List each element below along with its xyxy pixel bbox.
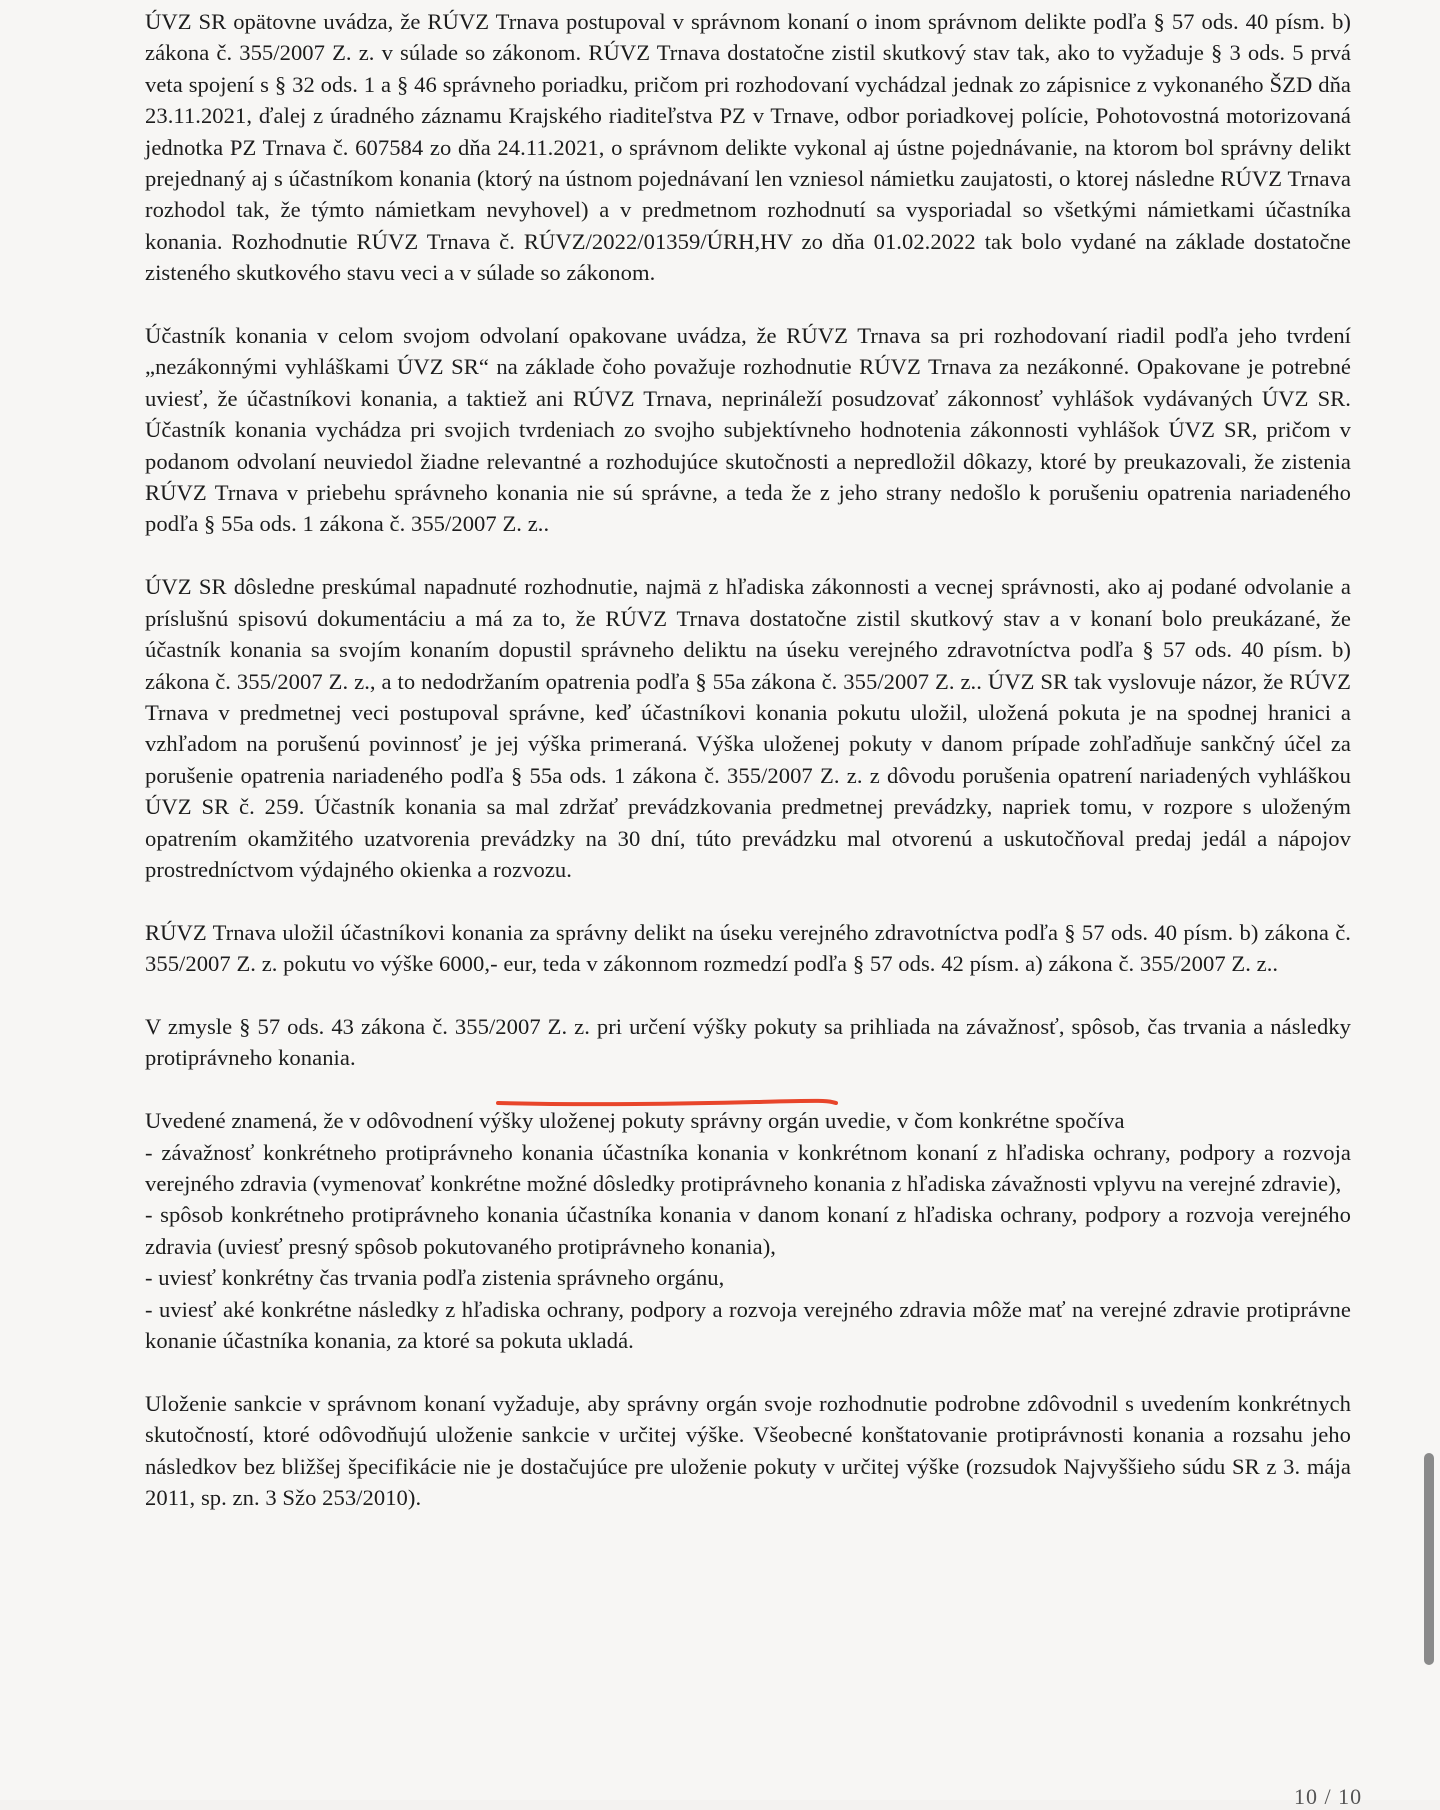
list-item: - závažnosť konkrétneho protiprávneho konania účastníka konania v konkrétnom konaní z hľadiska ochrany, podpory a rozvoja verejného zdravia (vymenovať konkrétne možné dôsledky protiprávneho konania z hľadiska závažnosti vplyvu na verejné zdravie),	[145, 1139, 1351, 1196]
paragraph-2: Účastník konania v celom svojom odvolaní opakovane uvádza, že RÚVZ Trnava sa pri rozhodovaní riadil podľa jeho tvrdení „nezákonnými vyhláškami ÚVZ SR“ na základe čoho považuje rozhodnutie RÚVZ Trnava za nezákonné. Opakovane je potrebné uviesť, že účastníkovi konania, a taktiež ani RÚVZ Trnava, neprináleží posudzovať zákonnosť vyhlášok vydávaných ÚVZ SR. Účastník konania vychádza pri svojich tvrdeniach zo svojho subjektívneho hodnotenia zákonnosti vyhlášok ÚVZ SR, pričom v podanom odvolaní neuviedol žiadne relevantné a rozhodujúce skutočnosti a nepredložil dôkazy, ktoré by preukazovali, že zistenia RÚVZ Trnava v priebehu správneho konania nie sú správne, a teda že z jeho strany nedošlo k porušeniu opatrenia nariadeného podľa § 55a ods. 1 zákona č. 355/2007 Z. z..	[145, 323, 1351, 537]
red-underline-annotation	[496, 1098, 838, 1108]
paragraph-criteria: V zmysle § 57 ods. 43 zákona č. 355/2007 Z. z. pri určení výšky pokuty sa prihliada na závažnosť, spôsob, čas trvania a následky protiprávneho konania.	[145, 1013, 1351, 1071]
closing-paragraph: Uloženie sankcie v správnom konaní vyžaduje, aby správny orgán svoje rozhodnutie podrobne zdôvodnil s uvedením konkrétnych skutočností, ktoré odôvodňujú uloženie sankcie v určitej výške. Všeobecné konštatovanie protiprávnosti konania a rozsahu jeho následkov bez bližšej špecifikácie nie je dostačujúce pre uloženie pokuty v určitej výške (rozsudok Najvyššieho súdu SR z 3. mája 2011, sp. zn. 3 Sžo 253/2010).	[145, 1390, 1351, 1510]
document-body	[145, 6, 1351, 1513]
page-number: 10 / 10	[1294, 1784, 1363, 1809]
vertical-scrollbar[interactable]	[1418, 0, 1440, 1800]
scrollbar-thumb[interactable]	[1424, 1453, 1434, 1665]
list-item: - uviesť konkrétny čas trvania podľa zistenia správneho orgánu,	[145, 1265, 725, 1291]
list-item: - uviesť aké konkrétne následky z hľadiska ochrany, podpory a rozvoja verejného zdravia môže mať na verejné zdravie protiprávne konanie účastníka konania, za ktoré sa pokuta ukladá.	[145, 1296, 1351, 1353]
paragraph-1: ÚVZ SR opätovne uvádza, že RÚVZ Trnava postupoval v správnom konaní o inom správnom delikte podľa § 57 ods. 40 písm. b) zákona č. 355/2007 Z. z. v súlade so zákonom. RÚVZ Trnava dostatočne zistil skutkový stav tak, ako to vyžaduje § 3 ods. 5 prvá veta spojení s § 32 ods. 1 a § 46 správneho poriadku, pričom pri rozhodovaní vychádzal jednak zo zápisnice z vykonaného ŠZD dňa 23.11.2021, ďalej z úradného záznamu Krajského riaditeľstva PZ v Trnave, odbor poriadkovej polície, Pohotovostná motorizovaná jednotka PZ Trnava č. 607584 zo dňa 24.11.2021, o správnom delikte vykonal aj ústne pojednávanie, na ktorom bol správny delikt prejednaný aj s účastníkom konania (ktorý na ústnom pojednávaní len vzniesol námietku zaujatosti, o ktorej následne RÚVZ Trnava rozhodol tak, že týmto námietkam nevyhovel) a v predmetnom rozhodnutí sa vysporiadal so všetkými námietkami účastníka konania. Rozhodnutie RÚVZ Trnava č. RÚVZ/2022/01359/ÚRH,HV zo dňa 01.02.2022 tak bolo vydané na základe dostatočne zisteného skutkového stavu veci a v súlade so zákonom.	[145, 9, 1351, 286]
list-item: - spôsob konkrétneho protiprávneho konania účastníka konania v danom konaní z hľadiska ochrany, podpory a rozvoja verejného zdravia (uviesť presný spôsob pokutovaného protiprávneho konania),	[145, 1202, 1351, 1259]
paragraph-3: ÚVZ SR dôsledne preskúmal napadnuté rozhodnutie, najmä z hľadiska zákonnosti a vecnej správnosti, ako aj podané odvolanie a príslušnú spisovú dokumentáciu a má za to, že RÚVZ Trnava dostatočne zistil skutkový stav a v konaní bolo preukázané, že účastník konania sa svojím konaním dopustil správneho deliktu na úseku verejného zdravotníctva podľa § 57 ods. 40 písm. b) zákona č. 355/2007 Z. z., a to nedodržaním opatrenia podľa § 55a zákona č. 355/2007 Z. z.. ÚVZ SR tak vyslovuje názor, že RÚVZ Trnava v predmetnej veci postupoval správne, keď účastníkovi konania pokutu uložil, uložená pokuta je na spodnej hranici a vzhľadom na porušenú povinnosť je jej výška primeraná. Výška uloženej pokuty v danom prípade zohľadňuje sankčný účel za porušenie opatrenia nariadeného podľa § 55a ods. 1 zákona č. 355/2007 Z. z. z dôvodu porušenia opatrení nariadených vyhláškou ÚVZ SR č. 259. Účastník konania sa mal zdržať prevádzkovania predmetnej prevádzky, napriek tomu, v rozpore s uloženým opatrením okamžitého uzatvorenia prevádzky na 30 dní, túto prevádzku mal otvorenú a uskutočňoval predaj jedál a nápojov prostredníctvom výdajného okienka a rozvozu.	[145, 574, 1351, 882]
criteria-list	[145, 1105, 1351, 1356]
list-intro: Uvedené znamená, že v odôvodnení výšky uloženej pokuty správny orgán uvedie, v čom konkrétne spočíva	[145, 1108, 1125, 1134]
paragraph-fine: RÚVZ Trnava uložil účastníkovi konania za správny delikt na úseku verejného zdravotníctva podľa § 57 ods. 40 písm. b) zákona č. 355/2007 Z. z. pokutu vo výške 6000,- eur, teda v zákonnom rozmedzí podľa § 57 ods. 42 písm. a) zákona č. 355/2007 Z. z..	[145, 919, 1351, 977]
